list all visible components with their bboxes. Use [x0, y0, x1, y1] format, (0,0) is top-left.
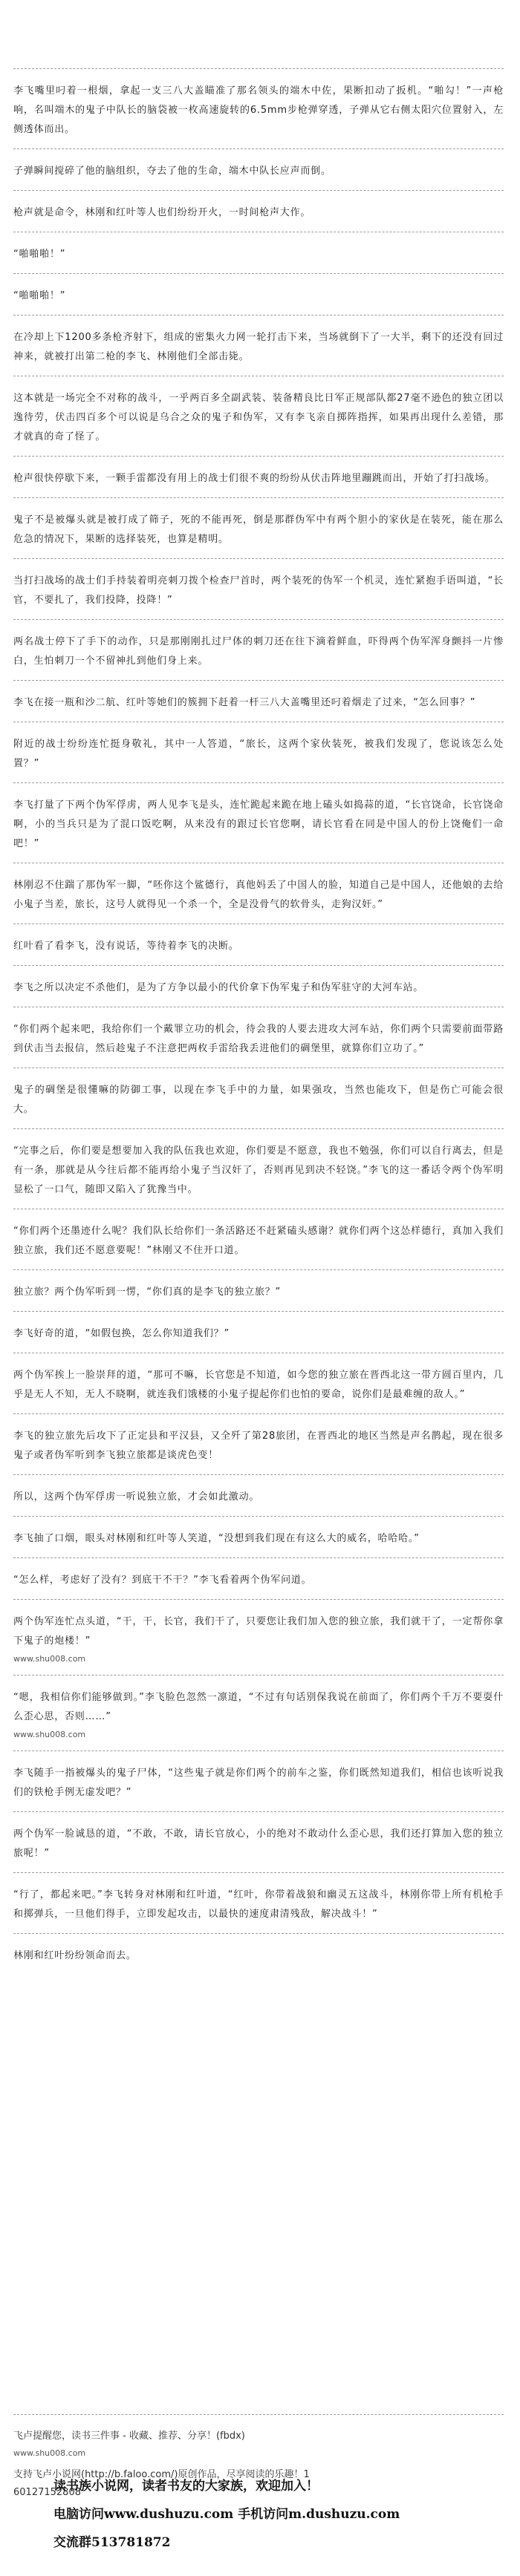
paragraph: “你们两个起来吧，我给你们一个戴罪立功的机会，待会我的人要去进攻大河车站，你们两个只需要前面带路到伏击当去报信，然后趁鬼子不注意把两枚手雷给我丢进他们的碉堡里，就算你们立功了。”: [13, 1024, 504, 1054]
promo-line-3: 交流群513781872: [53, 2535, 171, 2550]
separator: [13, 1413, 504, 1415]
separator: [13, 232, 504, 233]
promo-line-1: 读书族小说网，读者书友的大家族，欢迎加入！: [53, 2479, 319, 2494]
paragraph: 在冷却上下1200多条枪齐射下，组成的密集火力网一轮打击下来，当场就倒下了一大半，剩下的还没有回过神来，就被打出第二枪的李飞、林刚他们全部击毙。: [13, 332, 504, 362]
separator: [13, 1750, 504, 1752]
footer-id-line: 60127152808: [13, 2487, 81, 2498]
separator: [13, 273, 504, 275]
separator: [13, 1516, 504, 1517]
paragraph: “行了，都起来吧。”李飞转身对林刚和红叶道，“红叶，你带着战狼和幽灵五这战斗，林刚你带上所有机枪手和掷弹兵，一旦他们得手，立即发起攻击，以最快的速度肃清残敌，解决战斗！”: [13, 1889, 504, 1920]
paragraph: 林刚和红叶纷纷领命而去。: [13, 1950, 137, 1961]
separator: [13, 1128, 504, 1130]
footer-site-line: 支持飞卢小说网(http://b.faloo.com/)原创作品，尽享阅读的乐趣！1: [13, 2469, 310, 2480]
separator: [13, 680, 504, 681]
separator: [13, 1872, 504, 1874]
separator: [13, 456, 504, 457]
paragraph: “你们两个还墨迹什么呢？我们队长给你们一条活路还不赶紧磕头感谢？就你们两个这怂样德行，真加入我们独立旅，我们还不愿意要呢！”林刚又不住开口道。: [13, 1226, 504, 1256]
separator: [13, 1599, 504, 1601]
paragraph: 鬼子的碉堡是很懂嘛的防御工事，以现在李飞手中的力量，如果强攻，当然也能攻下，但是伤亡可能会很大。: [13, 1085, 504, 1115]
separator: [13, 965, 504, 967]
paragraph: 这本就是一场完全不对称的战斗，一乎两百多全副武装、装备精良比日军正规部队都27毫不逊色的独立团以逸待劳，伏击四百多个可以说是乌合之众的鬼子和伪军，又有李飞亲自掷阵指挥，如果再出现什么差错，那才就真的奇了怪了。: [13, 393, 504, 442]
separator: [13, 1311, 504, 1312]
separator: [13, 782, 504, 784]
separator: [13, 863, 504, 864]
paragraph: 李飞打量了下两个伪军俘虏，两人见李飞是头，连忙跪起来跪在地上磕头如捣蒜的道，“长官饶命，长官饶命啊，小的当兵只是为了混口饭吃啊，从来没有的跟过长官您啊，请长官看在同是中国人的份上饶俺们一命吧！”: [13, 800, 504, 849]
promo-block: [53, 2472, 469, 2557]
paragraph: “嗯，我相信你们能够做到。”李飞脸色忽然一凛道，“不过有句话别保我说在前面了，你们两个千万不要耍什么歪心思，否则……”: [13, 1692, 504, 1722]
separator: [13, 376, 504, 377]
paragraph: 枪声就是命令，林刚和红叶等人也们纷纷开火，一时间枪声大作。: [13, 207, 311, 218]
separator: [13, 1675, 504, 1676]
paragraph: 所以，这两个伪军俘虏一听说独立旅，才会如此激动。: [13, 1491, 260, 1503]
paragraph: 附近的战士纷纷连忙挺身敬礼，其中一人答道，“旅长，这两个家伙装死，被我们发现了，您说该怎么处置？”: [13, 739, 504, 769]
watermark-text: www.shu008.com: [13, 1654, 86, 1664]
paragraph: “啪啪啪！”: [13, 290, 66, 301]
separator: [13, 497, 504, 499]
paragraph: 李飞在接一瓶和沙二航、红叶等她们的簇拥下赶着一杆三八大盖嘴里还叼着烟走了过来，“怎么回事？”: [13, 697, 476, 708]
watermark-text: www.shu008.com: [13, 1730, 86, 1739]
paragraph: 两个伪军一脸诚恳的道，“不敢，不敢，请长官放心，小的绝对不敢动什么歪心思，我们还打算加入您的独立旅呢！”: [13, 1828, 504, 1859]
separator: [13, 558, 504, 560]
paragraph: “啪啪啪！”: [13, 249, 66, 260]
separator: [13, 1933, 504, 1935]
paragraph: 李飞好奇的道，“如假包换，怎么你知道我们？”: [13, 1328, 230, 1339]
paragraph: “怎么样，考虑好了没有？到底干不干？”李飞看着两个伪军问道。: [13, 1575, 312, 1586]
separator: [13, 722, 504, 723]
separator: [13, 68, 504, 70]
paragraph: 李飞之所以决定不杀他们，是为了方争以最小的代价拿下伪军鬼子和伪军驻守的大河车站。: [13, 982, 424, 993]
paragraph: 枪声很快停歇下来，一颗手雷都没有用上的战士们很不爽的纷纷从伏击阵地里蹦跳而出，开始了打扫战场。: [13, 473, 495, 484]
paragraph: 鬼子不是被爆头就是被打成了筛子，死的不能再死，倒是那群伪军中有两个胆小的家伙是在装死，能在那么危急的情况下，果断的选择装死，也算是精明。: [13, 514, 504, 545]
separator: [13, 148, 504, 150]
paragraph: 李飞抽了口烟，眼头对林刚和红叶等人笑道，“没想到我们现在有这么大的威名，哈哈哈。”: [13, 1533, 420, 1544]
paragraph: 两个伪军连忙点头道，“干，干，长官，我们干了，只要您让我们加入您的独立旅，我们就干了，一定帮你拿下鬼子的炮楼！”: [13, 1616, 504, 1647]
separator: [13, 190, 504, 192]
separator: [13, 1209, 504, 1210]
separator: [13, 1811, 504, 1813]
paragraph: 李飞嘴里叼着一根烟，拿起一支三八大盖瞄准了那名领头的端木中佐，果断扣动了扳机。“啪勾！”一声枪响，名叫端木的鬼子中队长的脑袋被一枚高速旋转的6.5mm步枪弹穿透，子弹从它右侧太阳穴位置射入，左侧透体而出。: [13, 85, 504, 135]
separator: [13, 1007, 504, 1008]
paragraph: 两名战士停下了手下的动作，只是那刚刚扎过尸体的刺刀还在往下滴着鲜血，吓得两个伪军浑身颤抖一片惨白，生怕刺刀一个不留神扎到他们身上来。: [13, 636, 504, 667]
footer-share-line: 飞卢提醒您，读书三件事 - 收藏、推荐、分享！(fbdx): [13, 2430, 245, 2442]
separator: [13, 2414, 504, 2416]
separator: [13, 1353, 504, 1354]
paragraph: 独立旅？两个伪军听到一愣，“你们真的是李飞的独立旅？”: [13, 1287, 282, 1298]
separator: [13, 619, 504, 621]
paragraph: 李飞随手一指被爆头的鬼子尸体，“这些鬼子就是你们两个的前车之鉴，你们既然知道我们，相信也该听说我们的铁枪手例无虚发吧？”: [13, 1768, 504, 1798]
paragraph: 当打扫战场的战士们手持装着明亮刺刀拨个检查尸首时，两个装死的伪军一个机灵，连忙紧抱手语叫道，“长官，不要扎了，我们投降，投降！”: [13, 575, 504, 606]
paragraph: 李飞的独立旅先后攻下了正定县和平汉县，又全歼了第28旅团，在晋西北的地区当然是声名鹊起，现在很多鬼子或者伪军听到李飞独立旅都是谈虎色变！: [13, 1431, 504, 1461]
paragraph: 两个伪军挨上一脸崇拜的道，“那可不嘛，长官您是不知道，如今您的独立旅在晋西北这一带方圆百里内，几乎是无人不知，无人不晓啊，就连我们饿楼的小鬼子提起你们也怕的要命，说你们是最难缠的敌人。”: [13, 1370, 504, 1400]
separator: [13, 315, 504, 316]
paragraph: 子弹瞬间搅碎了他的脑组织，夺去了他的生命，端木中队长应声而倒。: [13, 166, 331, 177]
watermark-text: www.shu008.com: [13, 2448, 86, 2458]
separator: [13, 1474, 504, 1476]
separator: [13, 923, 504, 925]
paragraph: 红叶看了看李飞，没有说话，等待着李飞的决断。: [13, 941, 239, 952]
chapter-body: [13, 59, 504, 1966]
paragraph: “完事之后，你们要是想要加入我的队伍我也欢迎，你们要是不愿意，我也不勉强，你们可以自行离去，但是有一条，那就是从今往后都不能再给小鬼子当汉奸了，否则再见到决不轻饶。”李飞的这一番话令两个伪军明显松了一口气，随即又陷入了犹豫当中。: [13, 1145, 504, 1195]
separator: [13, 1269, 504, 1271]
promo-line-2: 电脑访问www.dushuzu.com 手机访问m.dushuzu.com: [53, 2507, 400, 2522]
paragraph: 林刚忍不住踹了那伪军一脚，“呸你这个鲨德行，真他妈丢了中国人的脸，知道自己是中国人，还他娘的去给小鬼子当差，旅长，这号人就得见一个杀一个，全是没骨气的软骨头，走狗汉奸。”: [13, 880, 504, 910]
separator: [13, 1557, 504, 1559]
separator: [13, 1068, 504, 1069]
